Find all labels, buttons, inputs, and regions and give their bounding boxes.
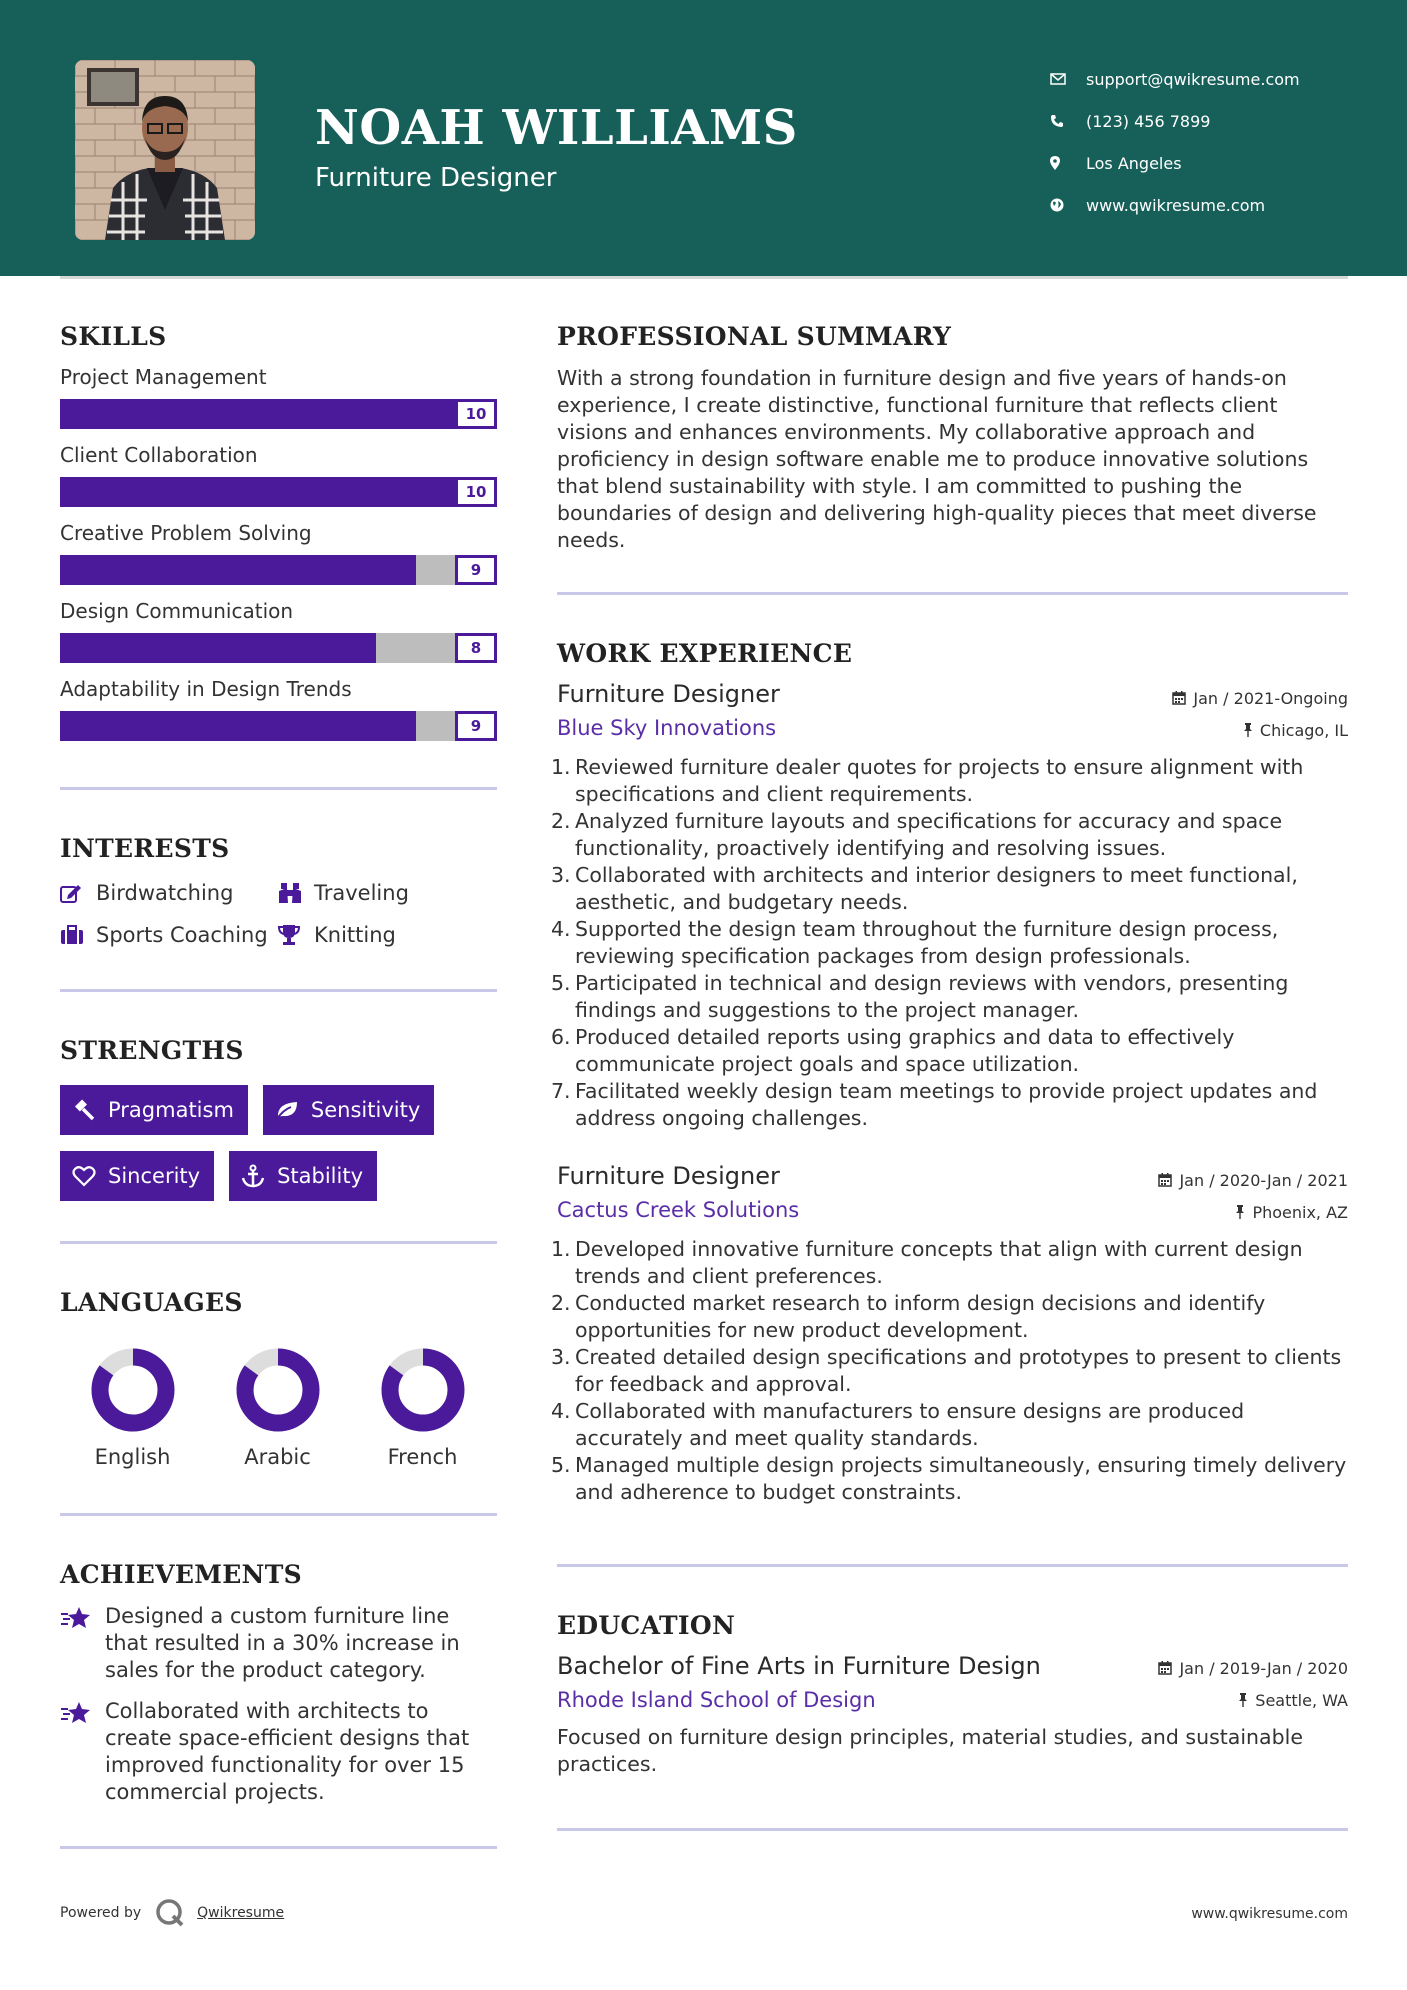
language-ring [90, 1347, 176, 1433]
pushpin-icon [1238, 1693, 1248, 1707]
achievement-text: Collaborated with architects to create space-efficient designs that improved functionality for over 15 commercial projects. [105, 1699, 470, 1804]
binoculars-icon [278, 882, 314, 904]
strength-label: Stability [277, 1164, 364, 1188]
interest-item [60, 923, 278, 947]
header-divider [60, 276, 1348, 279]
interest-item [60, 881, 278, 905]
language-ring [380, 1347, 466, 1433]
skill-score: 8 [455, 633, 497, 663]
skills-list [60, 365, 497, 741]
job-entry [557, 1162, 1348, 1506]
skill-bar [60, 711, 497, 741]
profile-photo [75, 60, 255, 240]
education-location: Seattle, WA [1255, 1690, 1348, 1710]
gavel-icon [72, 1099, 108, 1121]
skill-score: 10 [455, 399, 497, 429]
skill-fill [60, 633, 376, 663]
interest-label: Sports Coaching [96, 923, 268, 947]
pencil-square-icon [60, 883, 96, 903]
education-meta [1158, 1652, 1348, 1710]
candidate-name: NOAH WILLIAMS [315, 100, 798, 156]
responsibility-item: Facilitated weekly design team meetings to provide project updates and address ongoing challenges. [575, 1079, 1318, 1130]
skill-item [60, 521, 497, 585]
job-entry [557, 680, 1348, 1132]
responsibility-item: Participated in technical and design reviews with vendors, presenting findings and suggestions to the project manager. [575, 971, 1289, 1022]
section-divider [60, 1513, 497, 1516]
job-location: Phoenix, AZ [1252, 1202, 1348, 1222]
qwikresume-logo-icon [155, 1898, 185, 1928]
job-location: Chicago, IL [1259, 720, 1348, 740]
education-entry [557, 1652, 1348, 1778]
skill-score: 9 [455, 555, 497, 585]
section-divider [60, 1241, 497, 1244]
footer-website-link[interactable]: www.qwikresume.com [1191, 1906, 1348, 1922]
contact-email-text: support@qwikresume.com [1086, 69, 1300, 89]
skill-name: Client Collaboration [60, 443, 258, 467]
skill-bar [60, 633, 497, 663]
strength-label: Pragmatism [108, 1098, 234, 1122]
achievement-text: Designed a custom furniture line that resulted in a 30% increase in sales for the product category. [105, 1604, 460, 1682]
section-divider [557, 592, 1348, 595]
languages-list [60, 1347, 497, 1469]
job-header [557, 1162, 1348, 1222]
skill-name: Adaptability in Design Trends [60, 677, 352, 701]
skill-item [60, 365, 497, 429]
skill-name: Design Communication [60, 599, 294, 623]
section-divider [557, 1564, 1348, 1567]
responsibility-item: Collaborated with manufacturers to ensure designs are produced accurately and meet quality standards. [575, 1399, 1245, 1450]
job-company: Blue Sky Innovations [557, 716, 777, 740]
skill-item [60, 677, 497, 741]
candidate-role: Furniture Designer [315, 163, 557, 193]
location-pin-icon [1050, 156, 1086, 170]
skill-bar [60, 399, 497, 429]
anchor-icon [241, 1164, 277, 1188]
language-item [205, 1347, 350, 1469]
heart-icon [72, 1165, 108, 1187]
job-responsibilities [557, 754, 1348, 1132]
leaf-icon [275, 1100, 311, 1120]
skill-fill [60, 711, 416, 741]
right-column [557, 322, 1348, 1831]
job-title: Furniture Designer [557, 680, 780, 708]
interest-label: Birdwatching [96, 881, 234, 905]
skill-name: Project Management [60, 365, 267, 389]
responsibility-item: Reviewed furniture dealer quotes for projects to ensure alignment with specifications and client requirements. [575, 755, 1304, 806]
achievements-list [60, 1603, 497, 1806]
summary-title: PROFESSIONAL SUMMARY [557, 322, 952, 351]
trophy-icon [278, 924, 314, 946]
skill-fill [60, 477, 455, 507]
responsibility-item: Developed innovative furniture concepts that align with current design trends and client preferences. [575, 1237, 1303, 1288]
interest-item [278, 923, 488, 947]
contact-info [1050, 58, 1300, 226]
globe-icon [1050, 198, 1086, 212]
job-title: Furniture Designer [557, 1162, 780, 1190]
strength-label: Sincerity [108, 1164, 201, 1188]
contact-website[interactable] [1050, 184, 1300, 226]
section-divider [557, 1828, 1348, 1831]
language-item [60, 1347, 205, 1469]
strength-tag [263, 1085, 434, 1135]
job-meta [1158, 1162, 1348, 1222]
achievement-item [60, 1603, 497, 1684]
language-label: English [94, 1445, 171, 1469]
section-divider [60, 787, 497, 790]
skill-name: Creative Problem Solving [60, 521, 312, 545]
skill-score: 10 [455, 477, 497, 507]
contact-location [1050, 142, 1300, 184]
strength-tag [60, 1151, 214, 1201]
responsibility-item: Managed multiple design projects simultaneously, ensuring timely delivery and adherence to budget constraints. [575, 1453, 1347, 1504]
responsibility-item: Collaborated with architects and interior designers to meet functional, aesthetic, and budgetary needs. [575, 863, 1298, 914]
interest-item [278, 881, 488, 905]
calendar-icon [1158, 1173, 1172, 1187]
skill-item [60, 443, 497, 507]
star-icon [60, 1603, 105, 1684]
skill-bar [60, 477, 497, 507]
calendar-icon [1158, 1661, 1172, 1675]
footer-powered-by [60, 1898, 284, 1928]
languages-title: LANGUAGES [60, 1288, 243, 1317]
interests-list [60, 881, 497, 947]
interest-label: Traveling [314, 881, 409, 905]
education-header [557, 1652, 1348, 1712]
strength-tag [229, 1151, 377, 1201]
language-label: Arabic [244, 1445, 311, 1469]
skill-score: 9 [455, 711, 497, 741]
left-column [60, 322, 497, 1849]
powered-by-label: Powered by [60, 1905, 142, 1921]
phone-icon [1050, 114, 1086, 128]
language-ring [235, 1347, 321, 1433]
strength-label: Sensitivity [310, 1098, 421, 1122]
summary-text: With a strong foundation in furniture design and five years of hands-on experience, I create distinctive, functional furniture that reflects client visions and enhances environments. My collaborative approach and proficiency in design software enable me to produce innovative solutions that blend sustainability with style. I am committed to pushing the boundaries of design and delivering high-quality pieces that meet diverse needs. [557, 366, 1317, 552]
interest-label: Knitting [314, 923, 396, 947]
section-divider [60, 989, 497, 992]
education-dates: Jan / 2019-Jan / 2020 [1179, 1658, 1348, 1678]
job-dates: Jan / 2021-Ongoing [1193, 688, 1348, 708]
contact-phone-text: (123) 456 7899 [1086, 111, 1211, 131]
suitcase-icon [60, 925, 96, 945]
responsibility-item: Analyzed furniture layouts and specifications for accuracy and space functionality, proactively identifying and resolving issues. [575, 809, 1283, 860]
calendar-icon [1172, 691, 1186, 705]
skill-fill [60, 399, 455, 429]
education-description: Focused on furniture design principles, material studies, and sustainable practices. [557, 1725, 1303, 1776]
language-item [350, 1347, 495, 1469]
pushpin-icon [1235, 1205, 1245, 1219]
strengths-title: STRENGTHS [60, 1036, 244, 1065]
job-dates: Jan / 2020-Jan / 2021 [1179, 1170, 1348, 1190]
skill-item [60, 599, 497, 663]
contact-website-text: www.qwikresume.com [1086, 195, 1266, 215]
interests-title: INTERESTS [60, 834, 230, 863]
responsibility-item: Created detailed design specifications and prototypes to present to clients for feedback and approval. [575, 1345, 1342, 1396]
pushpin-icon [1243, 723, 1253, 737]
experience-title: WORK EXPERIENCE [557, 639, 853, 668]
skill-bar [60, 555, 497, 585]
degree-title: Bachelor of Fine Arts in Furniture Design [557, 1652, 1041, 1680]
responsibility-item: Supported the design team throughout the furniture design process, reviewing specification packages from design professionals. [575, 917, 1279, 968]
job-meta [1172, 680, 1348, 740]
contact-phone[interactable] [1050, 100, 1300, 142]
job-header [557, 680, 1348, 740]
skills-title: SKILLS [60, 322, 167, 351]
star-icon [60, 1698, 105, 1806]
school-name: Rhode Island School of Design [557, 1688, 876, 1712]
qwikresume-link[interactable]: Qwikresume [197, 1905, 285, 1921]
contact-email[interactable] [1050, 58, 1300, 100]
achievement-item [60, 1698, 497, 1806]
strengths-list [60, 1085, 497, 1201]
language-label: French [387, 1445, 458, 1469]
job-company: Cactus Creek Solutions [557, 1198, 800, 1222]
achievements-title: ACHIEVEMENTS [60, 1560, 302, 1589]
responsibility-item: Produced detailed reports using graphics and data to effectively communicate project goals and space utilization. [575, 1025, 1235, 1076]
contact-location-text: Los Angeles [1086, 153, 1182, 173]
responsibility-item: Conducted market research to inform design decisions and identify opportunities for new product development. [575, 1291, 1266, 1342]
strength-tag [60, 1085, 248, 1135]
skill-fill [60, 555, 416, 585]
job-responsibilities [557, 1236, 1348, 1506]
envelope-icon [1050, 73, 1086, 85]
section-divider [60, 1846, 497, 1849]
education-title: EDUCATION [557, 1611, 736, 1640]
